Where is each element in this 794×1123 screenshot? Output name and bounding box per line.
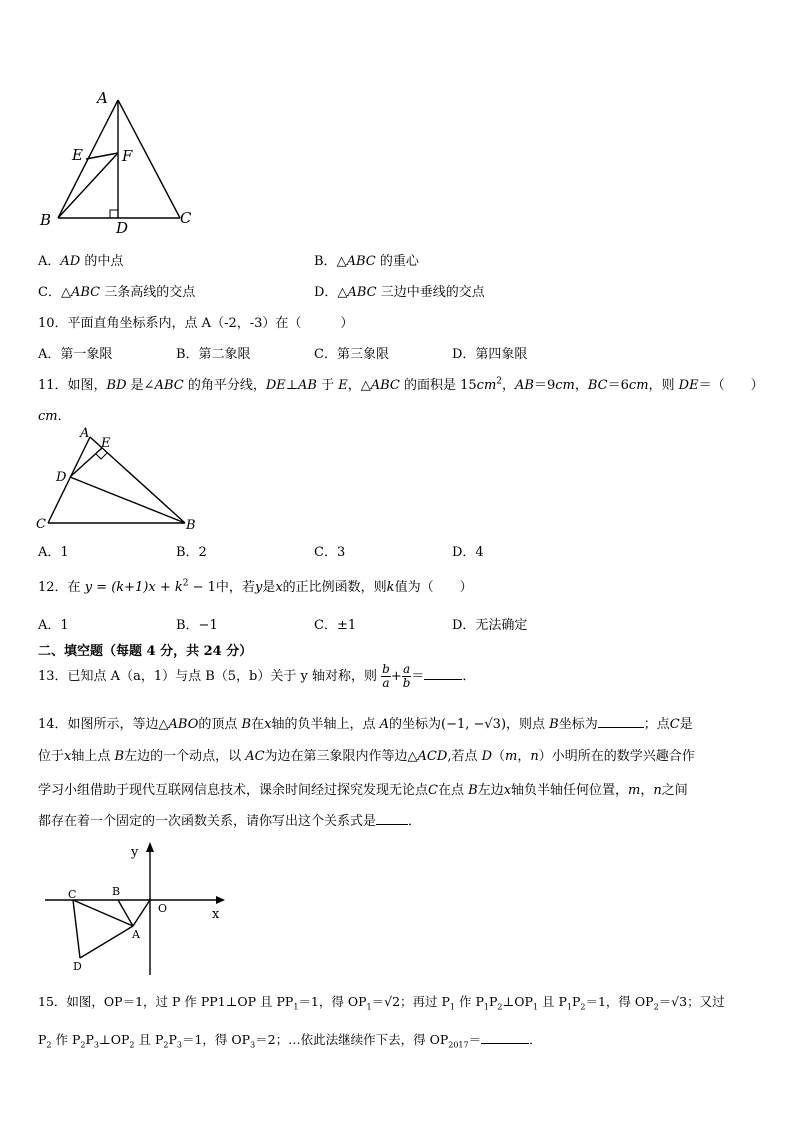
q10-option-c: C．第三象限 — [314, 347, 389, 362]
fig2-label-b: B — [186, 518, 196, 533]
q14-stem-line1: 14．如图所示，等边△ABO的顶点 B在x轴的负半轴上，点 A的坐标为(−1, −√3)，则点 B坐标为 ；点C是 — [38, 717, 693, 732]
q9-option-d: D．△ABC 三边中垂线的交点 — [314, 285, 485, 300]
fig3-label-b: B — [112, 885, 121, 898]
section-heading-fill-in: 二、填空题（每题 4 分，共 24 分） — [38, 644, 253, 659]
q15-answer-blank[interactable] — [481, 1031, 529, 1044]
q15-stem-line1: 15．如图，OP＝1，过 P 作 PP1⊥OP 且 $PP_1=1$，得 $OP_1=√2$；再过 $P_1$ 作 $P_1P_2\perp OP_1$ 且 $P_1P_2=1$，得 $OP_2=√3$；又过 — [38, 994, 725, 1012]
q11-stem-line2: cm． — [38, 409, 71, 424]
q14-stem-line2: 位于x轴上点 B左边的一个动点，以 AC为边在第三象限内作等边△ACD,若点 D（m，n）小明所在的数学兴趣合作 — [38, 749, 695, 764]
q11-option-b: B．2 — [176, 545, 207, 560]
fig1-label-b: B — [40, 211, 52, 229]
fig3-label-y: y — [131, 845, 139, 860]
fig2-label-d: D — [56, 470, 67, 485]
q9-option-b: B．△ABC 的重心 — [314, 254, 419, 269]
q14-stem-line4: 都存在着一个固定的一次函数关系，请你写出这个关系式是 ． — [38, 814, 422, 829]
fig2-label-a: A — [80, 426, 90, 441]
fig1-label-d: D — [116, 219, 129, 235]
q9-option-a: A．AD 的中点 — [38, 254, 124, 269]
q10-stem: 10．平面直角坐标系内，点 A（-2，-3）在（ ） — [38, 316, 354, 331]
triangle-figure-1 — [30, 85, 200, 235]
q12-option-c: C．±1 — [314, 618, 357, 633]
fraction-a-over-b: $\frac{a}{b}$ — [402, 662, 411, 690]
fig3-label-c: C — [68, 888, 77, 901]
fig2-label-e: E — [101, 436, 111, 451]
q11-option-a: A．1 — [38, 545, 69, 560]
coordinate-figure — [40, 840, 240, 980]
fig1-label-f: F — [122, 147, 133, 165]
triangle-figure-2 — [30, 425, 205, 535]
q10-option-b: B．第二象限 — [176, 347, 251, 362]
q11-option-c: C．3 — [314, 545, 346, 560]
fig3-label-a: A — [132, 928, 140, 941]
q11-stem-line1: 11．如图，BD 是∠ABC 的角平分线，DE⊥AB 于 E，△ABC 的面积是 $15cm^2$，AB＝9cm，BC＝6cm，则 DE＝（ ） — [38, 376, 764, 393]
q12-stem: 12．在 $y = (k+1)x + k^2 - 1$中，若y是x的正比例函数，则k值为（ ） — [38, 578, 473, 595]
fig1-label-a: A — [97, 89, 108, 107]
q15-stem-line2: $P_2$ 作 $P_2P_3\perp OP_2$ 且 $P_2P_3=1$，得 $OP_3=2$；…依此法继续作下去，得 $OP_{2017}=$ ． — [38, 1032, 542, 1050]
fraction-b-over-a: $\frac{b}{a}$ — [382, 662, 390, 690]
fig3-label-d: D — [73, 960, 82, 973]
q12-option-d: D．无法确定 — [452, 618, 528, 633]
q12-option-b: B．−1 — [176, 618, 218, 633]
fig3-label-o: O — [158, 902, 168, 915]
q12-option-a: A．1 — [38, 618, 69, 633]
q14-answer-blank-2[interactable] — [376, 812, 408, 825]
q13-stem: 13．已知点 A（a，1）与点 B（5，b）关于 y 轴对称，则 $\frac{b}{a}$ + $\frac{a}{b}$ ＝ ． — [38, 662, 476, 690]
fig2-label-c: C — [36, 517, 46, 532]
fig3-label-x: x — [212, 907, 220, 922]
fig1-label-c: C — [180, 209, 192, 227]
q14-stem-line3: 学习小组借助于现代互联网信息技术，课余时间经过探究发现无论点C在点 B左边x轴负半轴任何位置，m，n之间 — [38, 783, 688, 798]
q10-option-a: A．第一象限 — [38, 347, 113, 362]
q13-answer-blank[interactable] — [424, 667, 462, 680]
q10-option-d: D．第四象限 — [452, 347, 528, 362]
q11-option-d: D．4 — [452, 545, 484, 560]
q14-answer-blank-1[interactable] — [598, 715, 644, 728]
fig1-label-e: E — [72, 146, 83, 164]
q9-option-c: C．△ABC 三条高线的交点 — [38, 285, 196, 300]
